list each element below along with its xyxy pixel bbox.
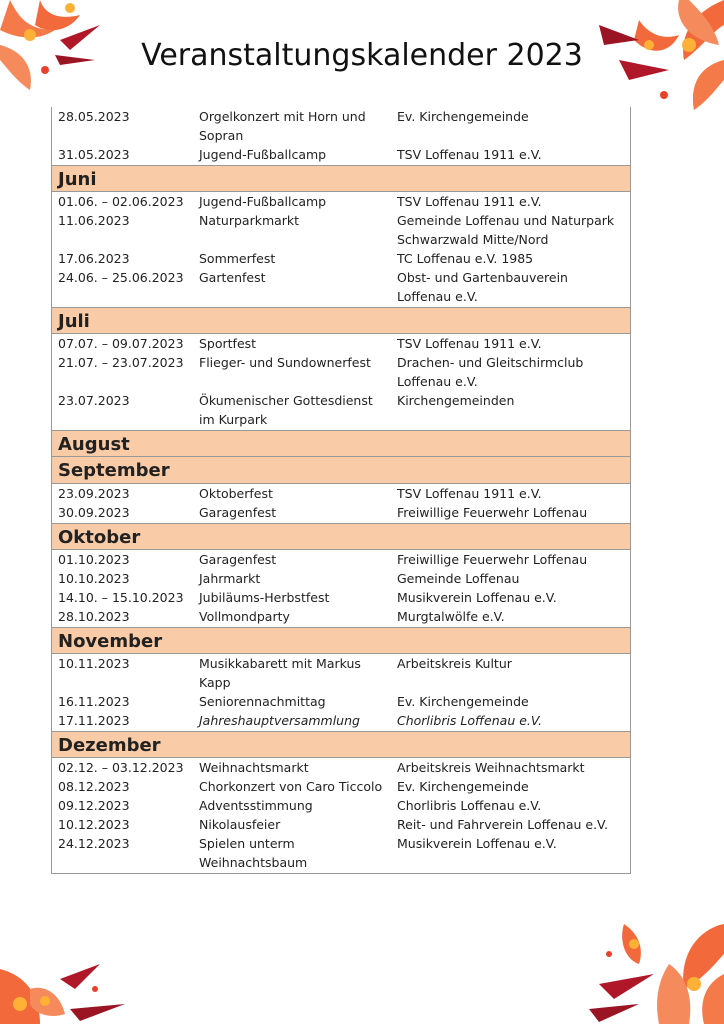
flower-icon: [0, 964, 125, 1024]
event-row: [52, 692, 630, 711]
event-date: 14.10. – 15.10.2023: [58, 590, 184, 605]
event-organizer: TSV Loffenau 1911 e.V.: [397, 336, 542, 351]
event-name: Jugend-Fußballcamp: [199, 147, 327, 162]
month-header: August: [52, 430, 630, 457]
event-name: Jahrmarkt: [199, 571, 261, 586]
event-name: Garagenfest: [199, 505, 277, 520]
event-row: [52, 107, 630, 145]
event-date: 24.12.2023: [58, 836, 130, 851]
event-organizer: TSV Loffenau 1911 e.V.: [397, 486, 542, 501]
event-row: [52, 588, 630, 607]
flower-decoration-bottom-right: [569, 914, 724, 1024]
month-header: November: [52, 627, 630, 654]
event-row: [52, 211, 630, 249]
event-date: 10.10.2023: [58, 571, 130, 586]
event-organizer: TSV Loffenau 1911 e.V.: [397, 194, 542, 209]
event-date: 16.11.2023: [58, 694, 130, 709]
month-header: Juli: [52, 307, 630, 334]
month-header: Dezember: [52, 731, 630, 758]
event-organizer: Gemeinde Loffenau und Naturpark Schwarzwald Mitte/Nord: [397, 213, 615, 247]
event-organizer: Chorlibris Loffenau e.V.: [397, 798, 542, 813]
event-name: Jahreshauptversammlung: [199, 713, 360, 728]
event-row: [52, 268, 630, 306]
event-row: [52, 815, 630, 834]
event-name: Gartenfest: [199, 270, 266, 285]
event-row: [52, 484, 630, 503]
event-row: [52, 192, 630, 211]
event-organizer: Ev. Kirchengemeinde: [397, 779, 529, 794]
event-date: 09.12.2023: [58, 798, 130, 813]
event-row: [52, 834, 630, 872]
event-row: [52, 334, 630, 353]
event-name: Oktoberfest: [199, 486, 273, 501]
event-name: Flieger- und Sundownerfest: [199, 355, 371, 370]
event-date: 31.05.2023: [58, 147, 130, 162]
flower-decoration-bottom-left: [0, 929, 130, 1024]
page-title: Veranstaltungskalender 2023: [141, 38, 583, 74]
month-event-group: [52, 654, 630, 731]
event-row: [52, 353, 630, 391]
event-organizer: Freiwillige Feuerwehr Loffenau: [397, 505, 588, 520]
event-row: [52, 758, 630, 777]
event-organizer: Ev. Kirchengemeinde: [397, 109, 529, 124]
event-organizer: Freiwillige Feuerwehr Loffenau: [397, 552, 588, 567]
month-event-group: [52, 758, 630, 873]
event-organizer: Reit- und Fahrverein Loffenau e.V.: [397, 817, 608, 832]
event-date: 10.12.2023: [58, 817, 130, 832]
event-organizer: Kirchengemeinden: [397, 393, 515, 408]
event-row: [52, 607, 630, 626]
event-row: [52, 391, 630, 429]
event-organizer: Ev. Kirchengemeinde: [397, 694, 529, 709]
event-organizer: TSV Loffenau 1911 e.V.: [397, 147, 542, 162]
month-event-group: [52, 484, 630, 523]
event-name: Vollmondparty: [199, 609, 290, 624]
event-date: 21.07. – 23.07.2023: [58, 355, 184, 370]
event-name: Sommerfest: [199, 251, 276, 266]
event-row: [52, 249, 630, 268]
event-date: 23.07.2023: [58, 393, 130, 408]
event-name: Naturparkmarkt: [199, 213, 300, 228]
event-organizer: TC Loffenau e.V. 1985: [397, 251, 534, 266]
event-date: 02.12. – 03.12.2023: [58, 760, 184, 775]
event-row: [52, 796, 630, 815]
month-header: Oktober: [52, 523, 630, 550]
month-header: September: [52, 457, 630, 484]
event-organizer: Musikverein Loffenau e.V.: [397, 836, 557, 851]
event-date: 08.12.2023: [58, 779, 130, 794]
month-event-group: [52, 334, 630, 430]
event-organizer: Obst- und Gartenbauverein Loffenau e.V.: [397, 270, 568, 304]
event-organizer: Arbeitskreis Kultur: [397, 656, 512, 671]
event-name: Garagenfest: [199, 552, 277, 567]
event-name: Nikolausfeier: [199, 817, 281, 832]
event-date: 17.11.2023: [58, 713, 130, 728]
event-name: Sportfest: [199, 336, 257, 351]
event-organizer: Musikverein Loffenau e.V.: [397, 590, 557, 605]
event-date: 30.09.2023: [58, 505, 130, 520]
event-row: [52, 503, 630, 522]
event-name: Ökumenischer Gottesdienst im Kurpark: [199, 393, 373, 427]
month-header: Juni: [52, 165, 630, 192]
event-name: Musikkabarett mit Markus Kapp: [199, 656, 361, 690]
event-row: [52, 654, 630, 692]
event-date: 10.11.2023: [58, 656, 130, 671]
event-name: Chorkonzert von Caro Ticcolo: [199, 779, 383, 794]
event-row: [52, 569, 630, 588]
event-organizer: Arbeitskreis Weihnachtsmarkt: [397, 760, 585, 775]
event-date: 24.06. – 25.06.2023: [58, 270, 184, 285]
event-row: [52, 711, 630, 730]
event-date: 01.06. – 02.06.2023: [58, 194, 184, 209]
event-calendar-table: [51, 107, 631, 874]
event-name: Orgelkonzert mit Horn und Sopran: [199, 109, 366, 143]
event-row: [52, 550, 630, 569]
month-event-group: [52, 550, 630, 627]
flower-icon: [589, 924, 724, 1024]
event-name: Jugend-Fußballcamp: [199, 194, 327, 209]
event-date: 17.06.2023: [58, 251, 130, 266]
event-name: Seniorennachmittag: [199, 694, 326, 709]
event-name: Weihnachtsmarkt: [199, 760, 309, 775]
event-row: [52, 777, 630, 796]
event-date: 28.10.2023: [58, 609, 130, 624]
event-organizer: Gemeinde Loffenau: [397, 571, 520, 586]
month-event-group: [52, 192, 630, 307]
event-organizer: Chorlibris Loffenau e.V.: [397, 713, 542, 728]
event-organizer: Murgtalwölfe e.V.: [397, 609, 505, 624]
event-date: 23.09.2023: [58, 486, 130, 501]
event-name: Adventsstimmung: [199, 798, 313, 813]
event-date: 11.06.2023: [58, 213, 130, 228]
event-name: Jubiläums-Herbstfest: [199, 590, 330, 605]
event-date: 01.10.2023: [58, 552, 130, 567]
event-name: Spielen unterm Weihnachtsbaum: [199, 836, 308, 870]
event-row: [52, 145, 630, 164]
event-date: 28.05.2023: [58, 109, 130, 124]
event-date: 07.07. – 09.07.2023: [58, 336, 184, 351]
month-event-group: [52, 107, 630, 165]
event-organizer: Drachen- und Gleitschirmclub Loffenau e.V.: [397, 355, 584, 389]
